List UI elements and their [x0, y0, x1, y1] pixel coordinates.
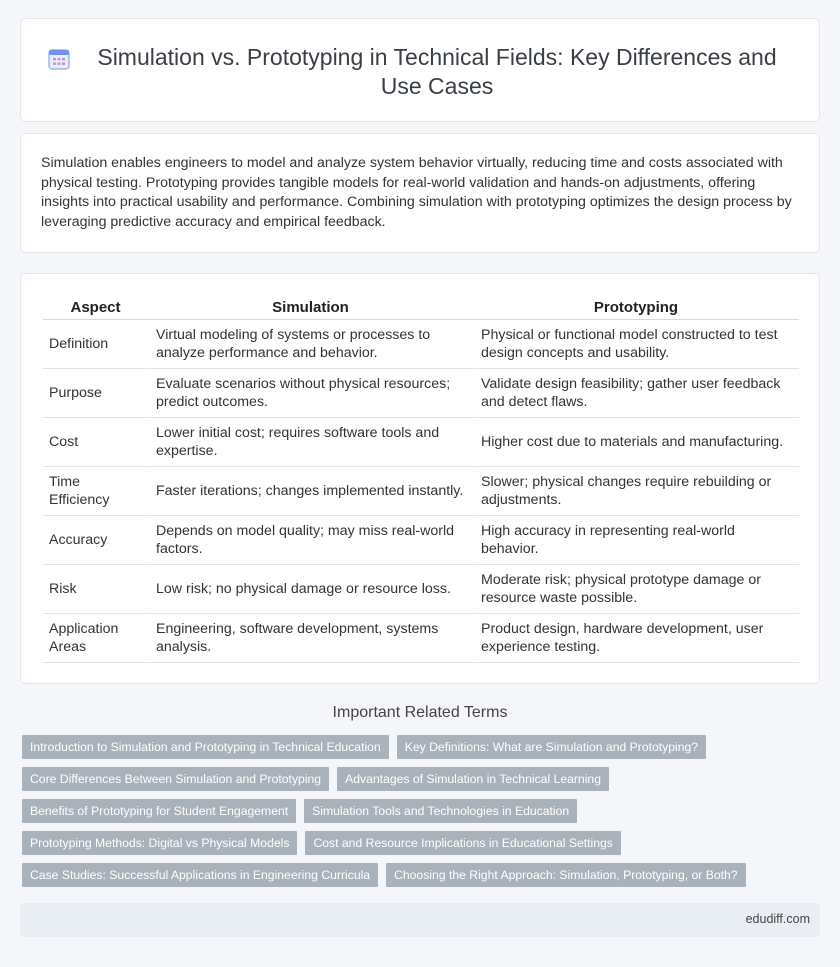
tag-row [22, 863, 812, 887]
related-term-link[interactable]: Case Studies: Successful Applications in Engineering Curricula [22, 863, 378, 887]
related-term-link[interactable]: Prototyping Methods: Digital vs Physical Models [22, 831, 297, 855]
intro-text: Simulation enables engineers to model and analyze system behavior virtually, reducing time and costs associated with physical testing. Prototyping provides tangible models for real-world validation and hands-on adjustments, offering insights into practical usability and performance. Combining simulation with prototyping optimizes the design process by leveraging predictive accuracy and empirical feedback. [41, 155, 792, 230]
related-term-link[interactable]: Core Differences Between Simulation and Prototyping [22, 767, 329, 791]
aspect-cell: Accuracy [43, 516, 148, 565]
aspect-cell: Purpose [43, 369, 148, 418]
related-term-link[interactable]: Benefits of Prototyping for Student Engagement [22, 799, 296, 823]
related-term-link[interactable]: Choosing the Right Approach: Simulation, Prototyping, or Both? [386, 863, 746, 887]
column-header-prototyping: Prototyping [473, 296, 799, 320]
prototyping-cell: Slower; physical changes require rebuilding or adjustments. [473, 467, 799, 516]
prototyping-cell: Physical or functional model constructed to test design concepts and usability. [473, 320, 799, 369]
related-term-link[interactable]: Key Definitions: What are Simulation and Prototyping? [397, 735, 706, 759]
comparison-table-card [20, 273, 820, 684]
simulation-cell: Engineering, software development, systems analysis. [148, 614, 473, 663]
simulation-cell: Virtual modeling of systems or processes to analyze performance and behavior. [148, 320, 473, 369]
prototyping-cell: Moderate risk; physical prototype damage or resource waste possible. [473, 565, 799, 614]
table-row [43, 320, 799, 369]
aspect-cell: Risk [43, 565, 148, 614]
table-header-row [43, 296, 799, 320]
simulation-cell: Lower initial cost; requires software tools and expertise. [148, 418, 473, 467]
related-term-link[interactable]: Cost and Resource Implications in Educational Settings [305, 831, 620, 855]
prototyping-cell: Product design, hardware development, user experience testing. [473, 614, 799, 663]
table-row [43, 614, 799, 663]
tag-row [22, 799, 812, 823]
simulation-cell: Evaluate scenarios without physical resources; predict outcomes. [148, 369, 473, 418]
related-terms-list [22, 735, 812, 895]
column-header-aspect: Aspect [43, 296, 148, 320]
simulation-cell: Low risk; no physical damage or resource loss. [148, 565, 473, 614]
table-row [43, 369, 799, 418]
simulation-cell: Depends on model quality; may miss real-world factors. [148, 516, 473, 565]
related-terms-title: Important Related Terms [332, 704, 508, 721]
aspect-cell: Time Efficiency [43, 467, 148, 516]
simulation-cell: Faster iterations; changes implemented instantly. [148, 467, 473, 516]
column-header-simulation: Simulation [148, 296, 473, 320]
intro-card [20, 133, 820, 253]
related-term-link[interactable]: Advantages of Simulation in Technical Learning [337, 767, 609, 791]
table-row [43, 565, 799, 614]
tag-row [22, 831, 812, 855]
tag-row [22, 767, 812, 791]
footer [20, 903, 820, 937]
related-term-link[interactable]: Introduction to Simulation and Prototyping in Technical Education [22, 735, 389, 759]
prototyping-cell: Higher cost due to materials and manufacturing. [473, 418, 799, 467]
page-title: Simulation vs. Prototyping in Technical Fields: Key Differences and Use Cases [97, 44, 777, 99]
aspect-cell: Application Areas [43, 614, 148, 663]
table-row [43, 418, 799, 467]
table-row [43, 467, 799, 516]
header-card [20, 18, 820, 122]
prototyping-cell: Validate design feasibility; gather user feedback and detect flaws. [473, 369, 799, 418]
aspect-cell: Cost [43, 418, 148, 467]
comparison-table [43, 296, 799, 663]
footer-site-link[interactable]: edudiff.com [745, 912, 810, 926]
tag-row [22, 735, 812, 759]
table-row [43, 516, 799, 565]
prototyping-cell: High accuracy in representing real-world behavior. [473, 516, 799, 565]
related-term-link[interactable]: Simulation Tools and Technologies in Education [304, 799, 577, 823]
aspect-cell: Definition [43, 320, 148, 369]
